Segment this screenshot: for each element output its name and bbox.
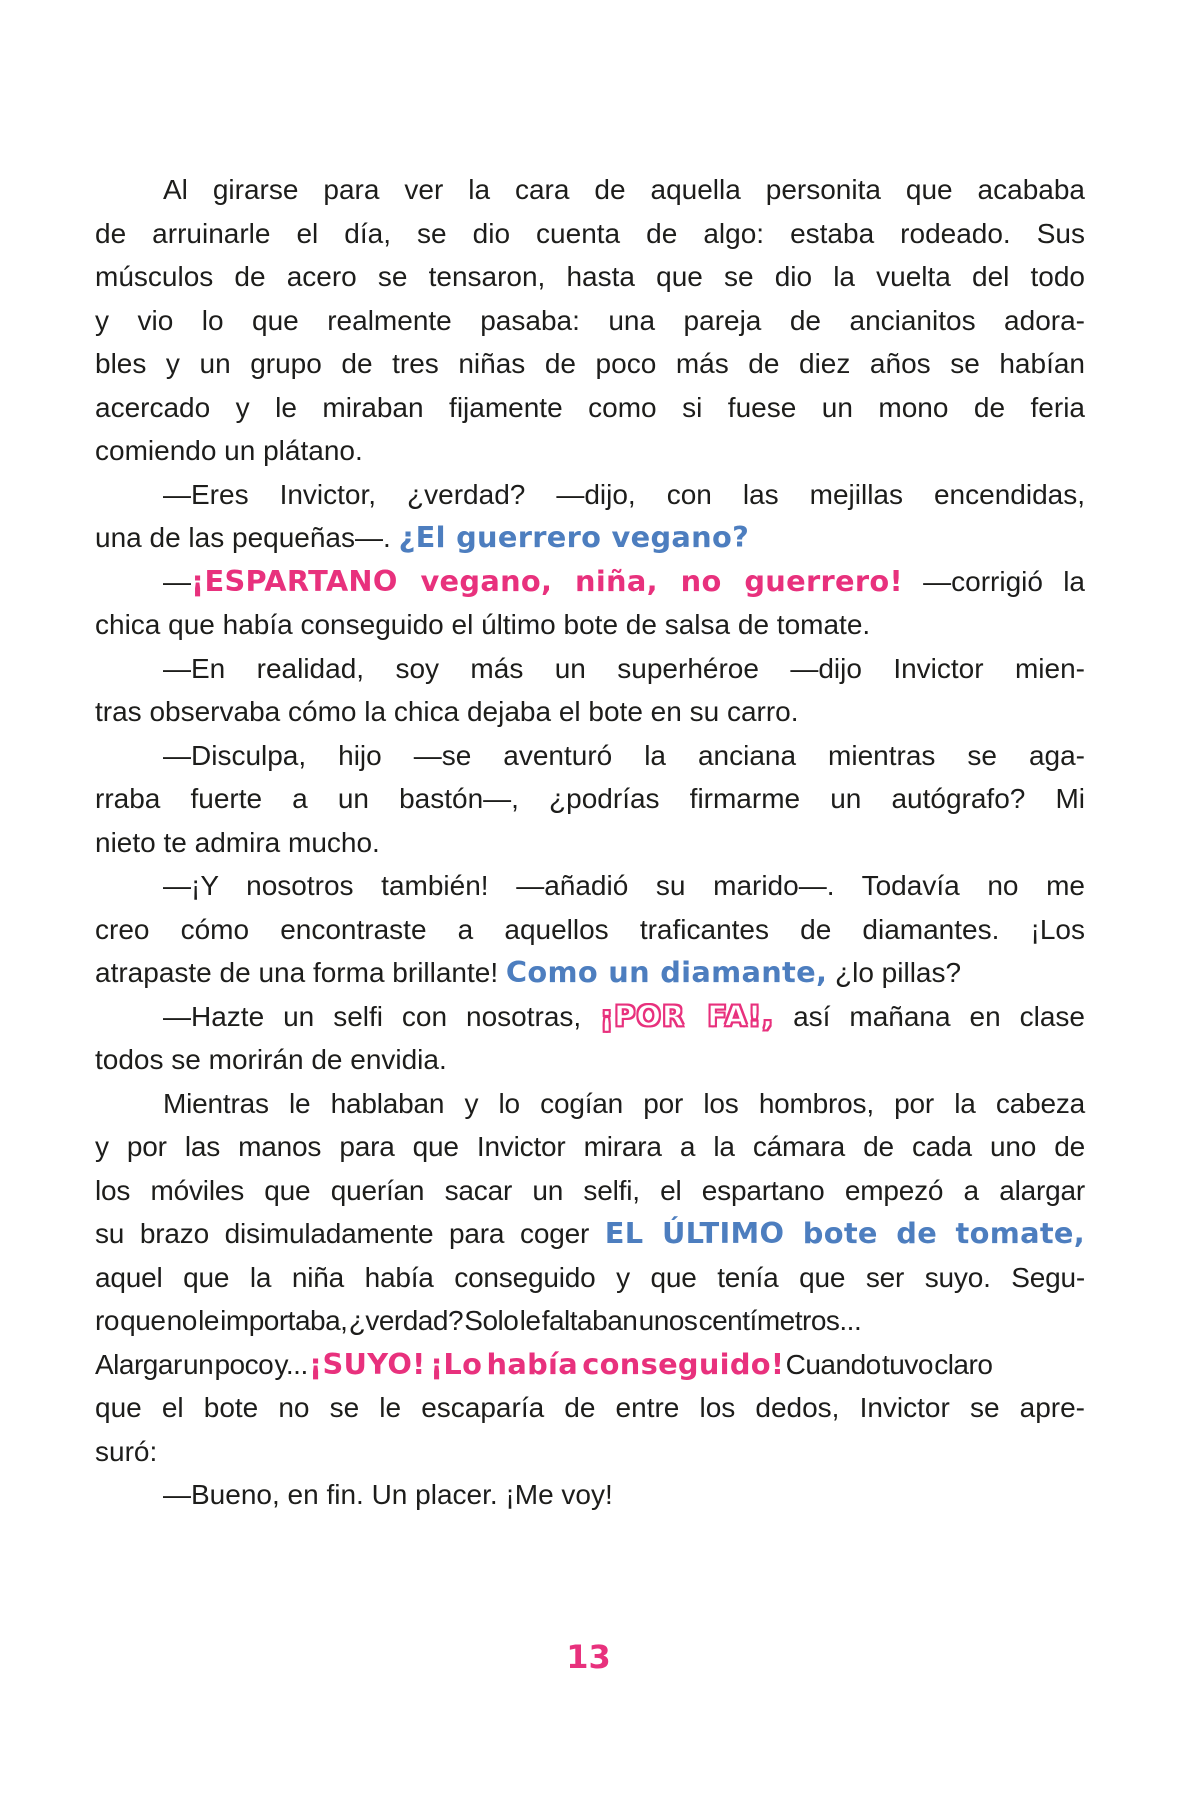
text-line [95,1430,1085,1474]
text-segment: una de las pequeñas—. [95,522,399,553]
text-line [95,212,1085,256]
text-segment: — [163,565,191,597]
text-line [95,690,1085,734]
text-line [95,560,1085,604]
text-segment: que el bote no se le escaparía de entre los dedos, Invictor se apre- [95,1392,1085,1423]
text-segment: su brazo disimuladamente para coger [95,1218,605,1249]
text-segment: rraba fuerte a un bastón—, ¿podrías firmarme un autógrafo? Mi [95,783,1085,814]
text-segment: creo cómo encontraste a aquellos traficantes de diamantes. ¡Los [95,913,1085,945]
text-line [95,1212,1085,1256]
text-segment: Cuando tuvo claro [784,1348,993,1380]
highlight-blue-text: ¿El guerrero vegano? [398,520,750,554]
text-line [95,168,1085,212]
text-segment: Al girarse para ver la cara de aquella personita que acababa [163,174,1085,205]
text-segment: —En realidad, soy más un superhéroe —dijo Invictor mien- [163,652,1085,684]
highlight-blue-text: EL ÚLTIMO bote de tomate, [604,1216,1085,1250]
text-segment: los móviles que querían sacar un selfi, el espartano empezó a alargar [95,1174,1085,1206]
text-segment: —corrigió la [902,565,1085,597]
text-segment: chica que había conseguido el último bote de salsa de tomate. [95,609,871,640]
text-segment: ro que no le importaba, ¿verdad? Solo le faltaban unos centímetros... [95,1305,862,1336]
text-segment: comiendo un plátano. [95,435,363,466]
text-line [95,647,1085,691]
text-segment: Alargar un poco y... [95,1348,309,1380]
text-segment: y por las manos para que Invictor mirara a la cámara de cada uno de [95,1131,1085,1162]
highlight-pink-text: ¡SUYO! ¡Lo había conseguido! [309,1346,785,1381]
text-line [95,299,1085,343]
highlight-blue-text: Como un diamante, [505,955,828,989]
text-line [95,1082,1085,1126]
text-line [95,777,1085,821]
text-segment: todos se morirán de envidia. [95,1044,447,1075]
text-line [95,603,1085,647]
text-segment: —Hazte un selfi con nosotras, [163,1000,601,1032]
text-segment: Mientras le hablaban y lo cogían por los hombros, por la cabeza [163,1087,1085,1119]
text-line [95,429,1085,473]
text-segment: —Disculpa, hijo —se aventuró la anciana mientras se aga- [163,739,1085,771]
text-line [95,1386,1085,1430]
text-line [95,255,1085,299]
text-line [95,516,1085,560]
text-line [95,1125,1085,1169]
text-line [95,1038,1085,1082]
text-segment: atrapaste de una forma brillante! [95,957,506,988]
text-line [95,1299,1085,1343]
text-line [95,821,1085,865]
text-line [95,1473,1085,1517]
text-segment: —¡Y nosotros también! —añadió su marido—. Todavía no me [163,870,1085,901]
text-line [95,473,1085,517]
text-line [95,908,1085,952]
text-segment: así mañana en clase [774,1000,1085,1032]
text-segment: ¿lo pillas? [827,957,962,988]
text-line [95,342,1085,386]
page-text [95,168,1085,1517]
highlight-pink-text: ¡ESPARTANO vegano, niña, no guerrero! [191,563,903,598]
text-segment: acercado y le miraban fijamente como si fuese un mono de feria [95,391,1085,423]
text-line [95,386,1085,430]
text-segment: suró: [95,1435,158,1467]
text-segment: y vio lo que realmente pasaba: una pareja de ancianitos adora- [95,304,1085,336]
page-number: 13 [566,1638,611,1676]
text-segment: músculos de acero se tensaron, hasta que se dio la vuelta del todo [95,261,1085,292]
text-line [95,951,1085,995]
text-segment: aquel que la niña había conseguido y que tenía que ser suyo. Segu- [95,1261,1085,1293]
text-segment: tras observaba cómo la chica dejaba el bote en su carro. [95,696,799,727]
outline-pink-text: ¡POR FA!, [600,998,775,1033]
text-segment: —Eres Invictor, ¿verdad? —dijo, con las mejillas encendidas, [163,478,1085,510]
text-segment: bles y un grupo de tres niñas de poco más de diez años se habían [95,348,1085,379]
text-segment: nieto te admira mucho. [95,826,380,858]
text-segment: de arruinarle el día, se dio cuenta de algo: estaba rodeado. Sus [95,217,1085,249]
text-line [95,1343,1085,1387]
text-line [95,864,1085,908]
text-line [95,734,1085,778]
text-line [95,1256,1085,1300]
text-line [95,1169,1085,1213]
text-line [95,995,1085,1039]
text-segment: —Bueno, en fin. Un placer. ¡Me voy! [163,1479,613,1510]
